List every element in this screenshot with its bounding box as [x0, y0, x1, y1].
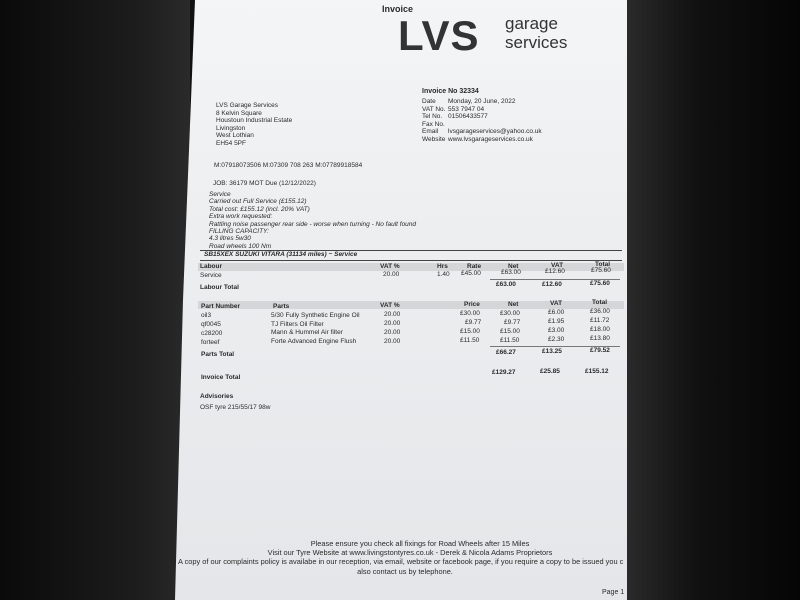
labour-col-rate: Rate — [467, 263, 482, 270]
labour-row-hrs: 1.40 — [437, 271, 450, 278]
address-line: EH54 5PF — [216, 139, 246, 147]
address-line: West Lothian — [216, 132, 254, 140]
part-price: £11.50 — [460, 337, 480, 344]
labour-row-desc: Service — [200, 272, 222, 279]
part-net: £11.50 — [500, 337, 520, 344]
note-line: 4.3 litres 5w30 — [209, 235, 251, 243]
part-number: oil3 — [201, 312, 212, 319]
note-line: Road wheels 100 Nm — [209, 242, 272, 250]
labour-total-label: Labour Total — [200, 284, 239, 291]
parts-col-parts: Parts — [273, 303, 290, 310]
part-price: £30.00 — [460, 310, 480, 317]
part-vat-pct: 20.00 — [384, 311, 401, 318]
background-left — [0, 0, 190, 600]
parts-total-total: £79.52 — [590, 347, 610, 354]
labour-total-vat: £12.60 — [542, 281, 562, 288]
advisories-title: Advisories — [200, 393, 234, 400]
note-line: FILLING CAPACITY: — [209, 228, 269, 236]
labour-col-hrs: Hrs — [437, 263, 448, 270]
meta-vat-no: 553 7947 04 — [448, 105, 485, 113]
parts-total-net: £66.27 — [496, 349, 516, 356]
footer-line-4: also contact us by telephone. — [357, 567, 453, 576]
note-line: Carried out Full Service (£155.12) — [209, 198, 307, 206]
labour-row-net: £63.00 — [501, 269, 521, 276]
part-price: £9.77 — [465, 319, 482, 326]
logo-services: services — [505, 33, 568, 52]
invoice-total-net: £129.27 — [492, 369, 516, 376]
page-number: Page 1 — [602, 589, 625, 596]
note-line: Service — [209, 191, 231, 198]
invoice-number: Invoice No 32334 — [422, 88, 479, 95]
invoice-meta-labels — [422, 98, 445, 144]
part-total: £36.00 — [590, 308, 610, 315]
part-number: c28200 — [201, 330, 223, 337]
footer-line-2: Visit our Tyre Website at www.livingstontyres.co.uk - Derek & Nicola Adams Proprietors — [267, 548, 553, 557]
part-price: £15.00 — [460, 328, 480, 335]
meta-label: VAT No. — [422, 105, 446, 113]
logo-garage-services — [505, 14, 567, 52]
labour-col-total: Total — [595, 261, 611, 268]
labour-col-vat-pct: VAT % — [380, 263, 400, 270]
meta-email: lvsgarageservices@yahoo.co.uk — [448, 128, 542, 136]
part-vat-pct: 20.00 — [384, 338, 401, 345]
part-vat: £3.00 — [548, 327, 565, 334]
logo-lvs: LVS — [398, 12, 480, 59]
meta-fax — [448, 121, 542, 129]
invoice-total-vat: £25.85 — [540, 368, 560, 375]
labour-row-total: £75.60 — [591, 267, 611, 274]
part-vat-pct: 20.00 — [384, 329, 401, 336]
parts-total-label: Parts Total — [201, 351, 235, 358]
parts-col-total: Total — [592, 299, 608, 306]
part-vat: £6.00 — [548, 309, 565, 316]
meta-date: Monday, 20 June, 2022 — [448, 98, 516, 105]
part-vat: £1.95 — [548, 318, 565, 325]
logo-garage: garage — [505, 14, 558, 33]
labour-total-net: £63.00 — [496, 281, 516, 288]
note-line: Rattling noise passenger rear side - worse when turning - No fault found — [209, 220, 417, 228]
part-vat-pct: 20.00 — [384, 320, 401, 327]
vehicle-line: SB15XEX SUZUKI VITARA (31134 miles) ~ Service — [204, 251, 358, 258]
meta-label: Fax No. — [422, 120, 445, 128]
meta-label: Website — [422, 135, 446, 143]
part-total: £13.80 — [590, 335, 610, 342]
labour-total-total: £75.60 — [590, 280, 610, 287]
garage-address — [216, 102, 292, 148]
parts-col-number: Part Number — [201, 303, 241, 310]
meta-label: Date — [422, 98, 436, 105]
part-net: £15.00 — [500, 328, 520, 335]
labour-col-net: Net — [508, 263, 519, 270]
part-vat: £2.30 — [548, 336, 565, 343]
part-net: £30.00 — [500, 310, 520, 317]
invoice-total-label: Invoice Total — [201, 374, 241, 381]
part-net: £9.77 — [504, 319, 521, 326]
service-notes — [209, 191, 416, 250]
labour-header: Labour — [200, 263, 223, 270]
footer-line-3: A copy of our complaints policy is availabe in our reception, via email, website or facebook page, if you require a copy to be issued you c — [178, 557, 624, 566]
parts-col-vat-pct: VAT % — [380, 302, 400, 309]
part-number: forteef — [201, 339, 220, 346]
labour-row-vat-pct: 20.00 — [383, 271, 400, 278]
job-info: JOB: 36179 MOT Due (12/12/2022) — [213, 180, 316, 187]
part-total: £11.72 — [590, 317, 610, 324]
labour-col-vat: VAT — [551, 262, 564, 269]
part-total: £18.00 — [590, 326, 610, 333]
labour-row-vat: £12.60 — [545, 268, 565, 275]
part-desc: TJ Filters Oil Filter — [271, 321, 324, 328]
part-desc: Mann & Hummel Air filter — [271, 329, 343, 336]
meta-label: Email — [422, 128, 439, 136]
parts-col-price: Price — [464, 301, 480, 308]
part-desc: Forte Advanced Engine Flush — [271, 338, 357, 345]
part-desc: 5/30 Fully Synthetic Engine Oil — [271, 312, 360, 319]
note-line: Total cost: £155.12 (incl. 20% VAT) — [209, 205, 310, 213]
background-right — [625, 0, 800, 600]
meta-tel: 01506433577 — [448, 113, 488, 121]
part-number: qf0045 — [201, 321, 221, 328]
labour-row-rate: £45.00 — [461, 270, 481, 277]
advisories-text: OSF tyre 215/55/17 98w — [200, 404, 271, 411]
invoice-total-total: £155.12 — [585, 368, 609, 375]
meta-label: Tel No. — [422, 113, 443, 121]
address-line: LVS Garage Services — [216, 102, 279, 109]
note-line: Extra work requested: — [209, 213, 273, 221]
address-line: Livingston — [216, 124, 246, 132]
address-line: Houstoun Industrial Estate — [216, 117, 293, 125]
parts-col-vat: VAT — [550, 300, 563, 307]
invoice-meta-values — [448, 98, 542, 144]
parts-col-net: Net — [508, 301, 519, 308]
address-line: 8 Kelvin Square — [216, 109, 262, 117]
vehicle-rule-bottom — [200, 260, 622, 261]
meta-website: www.lvsgarageservices.co.uk — [448, 135, 533, 143]
invoice-heading: Invoice — [382, 4, 414, 14]
footer-line-1: Please ensure you check all fixings for Road Wheels after 15 Miles — [310, 539, 530, 548]
phone-numbers: M:07918073506 M:07309 708 263 M:07789918584 — [214, 162, 363, 169]
parts-total-vat: £13.25 — [542, 348, 562, 355]
